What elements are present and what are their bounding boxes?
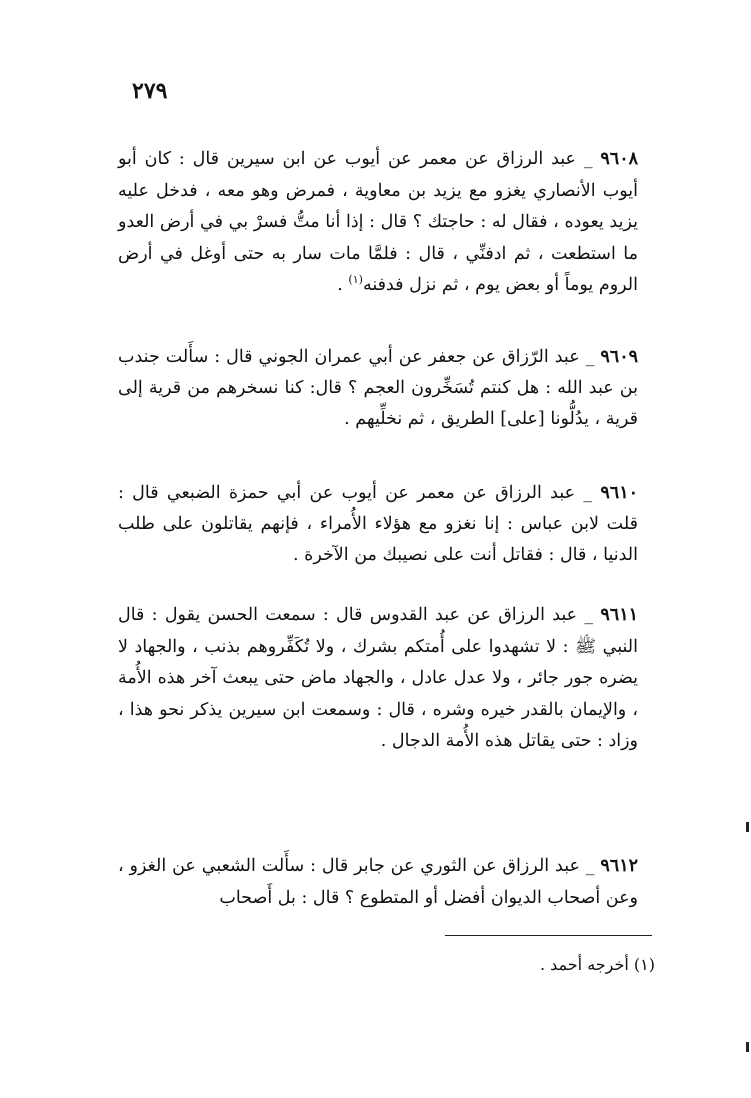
paragraph-text [118, 600, 638, 758]
footnote: (١) أخرجه أحمد . [539, 955, 655, 974]
hadith-number: ٩٦١٢ [600, 856, 638, 876]
footnote-divider [445, 935, 652, 936]
hadith-number: ٩٦٠٨ [600, 149, 638, 169]
page-number: ٢٧٩ [132, 78, 168, 104]
hadith-paragraph-9610 [118, 478, 638, 571]
hadith-paragraph-9608 [118, 144, 638, 302]
hadith-paragraph-9609 [118, 342, 638, 435]
hadith-text: _ عبد الرّزاق عن جعفر عن أبي عمران الجوني قال : سأَلت جندب بن عبد الله : هل كنتم تُسَخِّرون العجم ؟ قال: كنا نسخرهم من قرية إلى قرية ، يدُلُّونا [على] الطريق ، ثم نخلِّيهم . [118, 347, 638, 429]
paragraph-text [118, 342, 638, 435]
hadith-text: _ عبد الرزاق عن الثوري عن جابر قال : سأَلت الشعبي عن الغزو ، وعن أصحاب الديوان أفضل أو المتطوع ؟ قال : بل أَصحاب [118, 856, 638, 908]
footnote-reference: (١) [348, 273, 363, 287]
scan-edge-mark [746, 822, 749, 832]
hadith-number: ٩٦١١ [600, 605, 638, 625]
paragraph-text [118, 478, 638, 571]
scan-edge-mark [746, 1042, 749, 1052]
hadith-text: _ عبد الرزاق عن معمر عن أيوب عن أبي حمزة الضبعي قال : قلت لابن عباس : إنا نغزو مع هؤلاء الأُمراء ، فإنهم يقاتلون على طلب الدنيا ، قال : فقاتل أنت على نصيبك من الآخرة . [118, 483, 638, 565]
hadith-text: _ عبد الرزاق عن عبد القدوس قال : سمعت الحسن يقول : قال النبي ﷺ : لا تشهدوا على أُمتكم بشرك ، ولا تُكَفِّروهم بذنب ، والجهاد لا يضره جور جائر ، ولا عدل عادل ، والجهاد ماض حتى يبعث آخر هذه الأُمة ، والإيمان بالقدر خيره وشره ، قال : وسمعت ابن سيرين يذكر نحو هذا ، وزاد : حتى يقاتل هذه الأُمة الدجال . [118, 605, 638, 751]
hadith-text-end: . [337, 275, 349, 295]
paragraph-text [118, 850, 638, 914]
hadith-text: _ عبد الرزاق عن معمر عن أيوب عن ابن سيرين قال : كان أبو أيوب الأنصاري يغزو مع يزيد بن معاوية ، فمرض وهو معه ، فدخل عليه يزيد يعوده ، فقال له : حاجتك ؟ قال : إذا أنا متُّ فسرْ بي في أرض العدو ما استطعت ، ثم ادفنِّي ، قال : فلمَّا مات سار به حتى أوغل في أرض الروم يوماً أو بعض يوم ، ثم نزل فدفنه [118, 149, 638, 295]
paragraph-text [118, 144, 638, 302]
hadith-number: ٩٦٠٩ [600, 347, 638, 367]
hadith-paragraph-9611 [118, 600, 638, 758]
hadith-paragraph-9612 [118, 850, 638, 914]
hadith-number: ٩٦١٠ [600, 483, 638, 503]
